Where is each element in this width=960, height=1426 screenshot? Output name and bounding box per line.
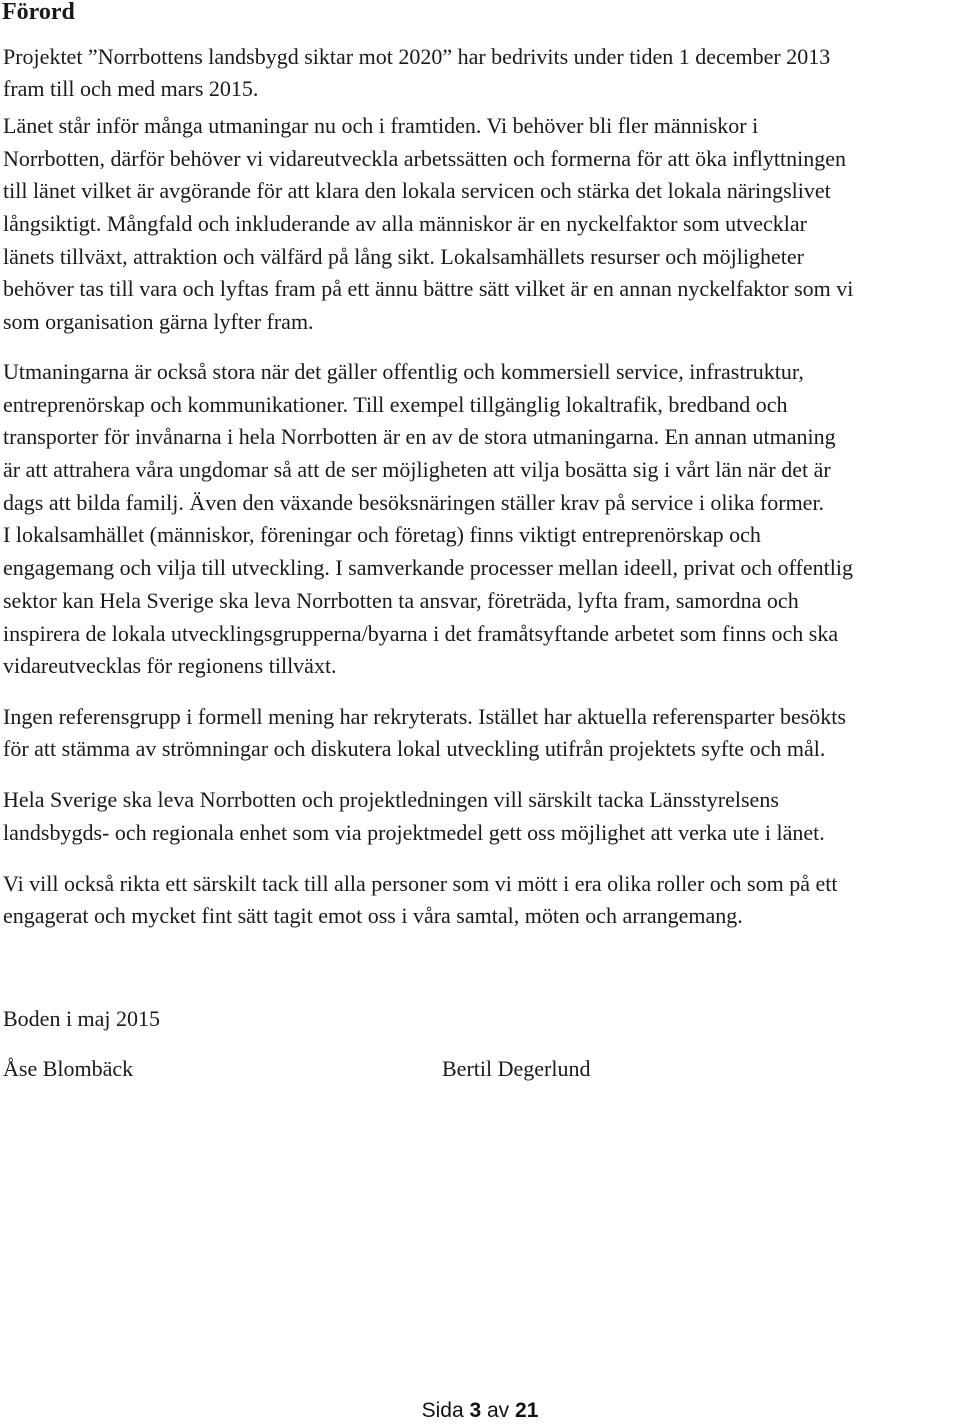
paragraph-5-line: Vi vill också rikta ett särskilt tack till alla personer som vi mött i era olika roller och som på ett [3, 871, 838, 896]
paragraph-3-line: för att stämma av strömningar och diskutera lokal utveckling utifrån projektets syfte och mål. [3, 736, 826, 761]
paragraph-1-line: Länet står inför många utmaningar nu och i framtiden. Vi behöver bli fler människor i [3, 113, 759, 138]
footer-av-label: av [487, 1399, 510, 1422]
paragraph-3-line: Ingen referensgrupp i formell mening har rekryterats. Istället har aktuella referensparter besökts [3, 704, 846, 729]
paragraph-1-line: som organisation gärna lyfter fram. [3, 309, 314, 334]
paragraph-2-line: Utmaningarna är också stora när det gäller offentlig och kommersiell service, infrastruktur, [3, 359, 804, 384]
paragraph-1-line: fram till och med mars 2015. [3, 76, 259, 101]
paragraph-5-line: engagerat och mycket fint sätt tagit emot oss i våra samtal, möten och arrangemang. [3, 903, 743, 928]
paragraph-1-line: Projektet ”Norrbottens landsbygd siktar mot 2020” har bedrivits under tiden 1 december 2013 [3, 44, 831, 69]
total-page-count: 21 [515, 1399, 539, 1422]
paragraph-2-line: vidareutvecklas för regionens tillväxt. [3, 653, 337, 678]
paragraph-2-line: I lokalsamhället (människor, föreningar och företag) finns viktigt entreprenörskap och [3, 522, 761, 547]
paragraph-2-line: är att attrahera våra ungdomar så att de ser möjligheten att vilja bosätta sig i vårt län när det är [3, 457, 831, 482]
paragraph-2-line: dags att bilda familj. Även den växande besöksnäringen ställer krav på service i olika former. [3, 490, 825, 515]
paragraph-1-line: länets tillväxt, attraktion och välfärd på lång sikt. Lokalsamhällets resurser och möjligheter [3, 244, 804, 269]
paragraph-2-line: sektor kan Hela Sverige ska leva Norrbotten ta ansvar, företräda, lyfta fram, samordna och [3, 588, 799, 613]
paragraph-4-line: Hela Sverige ska leva Norrbotten och projektledningen vill särskilt tacka Länsstyrelsens [3, 787, 779, 812]
paragraph-2-line: inspirera de lokala utvecklingsgrupperna/byarna i det framåtsyftande arbetet som finns och ska [3, 621, 839, 646]
paragraph-4-line: landsbygds- och regionala enhet som via projektmedel gett oss möjlighet att verka ute i länet. [3, 820, 825, 845]
footer-sida-label: Sida [421, 1399, 464, 1422]
paragraph-1-line: långsiktigt. Mångfald och inkluderande av alla människor är en nyckelfaktor som utvecklar [3, 211, 807, 236]
signatory-name: Åse Blombäck [3, 1056, 134, 1081]
paragraph-2-line: engagemang och vilja till utveckling. I samverkande processer mellan ideell, privat och offentlig [3, 555, 853, 580]
signatory-name: Bertil Degerlund [442, 1056, 591, 1081]
current-page-number: 3 [469, 1399, 482, 1422]
page-footer [0, 1396, 960, 1426]
page-heading: Förord [2, 0, 75, 25]
paragraph-1-line: Norrbotten, därför behöver vi vidareutveckla arbetssätten och formerna för att öka inflyttningen [3, 146, 847, 171]
paragraph-1-line: till länet vilket är avgörande för att klara den lokala servicen och stärka det lokala näringslivet [3, 178, 831, 203]
paragraph-2-line: transporter för invånarna i hela Norrbotten är en av de stora utmaningarna. En annan utmaning [3, 424, 836, 449]
place-date: Boden i maj 2015 [3, 1006, 161, 1031]
paragraph-1-line: behöver tas till vara och lyftas fram på ett ännu bättre sätt vilket är en annan nyckelfaktor som vi [3, 276, 854, 301]
paragraph-2-line: entreprenörskap och kommunikationer. Till exempel tillgänglig lokaltrafik, bredband och [3, 392, 788, 417]
